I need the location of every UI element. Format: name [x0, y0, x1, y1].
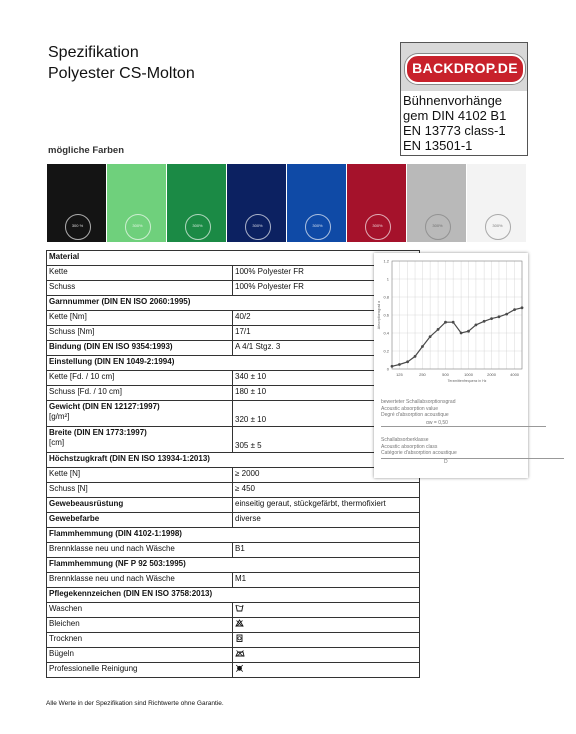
row-label: Kette [N] — [47, 468, 233, 483]
color-swatch — [347, 164, 406, 242]
swatch-badge-label: 300% — [492, 223, 503, 228]
row-value: ≥ 450 — [233, 483, 420, 498]
color-swatch — [407, 164, 466, 242]
row-label: Gewebefarbe — [47, 513, 233, 528]
y-tick-label: 0.8 — [383, 294, 389, 300]
y-tick-label: 0.6 — [383, 312, 389, 318]
gewicht-heading: Gewicht (DIN EN 12127:1997) — [49, 402, 160, 411]
y-tick-label: 0.2 — [383, 348, 389, 354]
absorption-class: D — [381, 458, 564, 466]
title-line-2: Polyester CS-Molton — [48, 65, 195, 82]
legend-line: Acoustic absorption value — [381, 405, 438, 412]
row-value: A 4/1 Stgz. 3 — [233, 341, 420, 356]
swatch-badge-label: 300 % — [71, 223, 84, 228]
color-swatch — [467, 164, 526, 242]
no-dry-clean-icon — [235, 664, 244, 672]
row-value: 17/1 — [233, 326, 420, 341]
data-point — [513, 308, 516, 311]
no-bleach-icon — [235, 619, 244, 627]
row-label: Kette — [47, 266, 233, 281]
breite-unit: [cm] — [49, 438, 65, 447]
x-tick-label: 250 — [419, 372, 426, 377]
document-title — [48, 42, 195, 84]
row-value — [233, 633, 420, 648]
row-value — [233, 603, 420, 618]
no-iron-icon — [235, 649, 245, 657]
section-heading: Einstellung (DIN EN 1049-2:1994) — [47, 356, 420, 371]
row-value: 100% Polyester FR — [233, 281, 420, 296]
row-value — [233, 618, 420, 633]
y-tick-label: 0.4 — [383, 330, 389, 336]
absorption-plot — [374, 253, 528, 393]
x-axis-label: Terzmittenfrequenz in Hz — [447, 379, 487, 383]
row-label: Bindung (DIN EN ISO 9354:1993) — [47, 341, 233, 356]
swatch-badge-label: 300% — [432, 223, 443, 228]
row-value: 40/2 — [233, 311, 420, 326]
brand-logo — [405, 54, 525, 84]
row-label: Gewebeausrüstung — [47, 498, 233, 513]
swatch-badge-label: 300% — [192, 223, 203, 228]
row-label: Schuss [N] — [47, 483, 233, 498]
row-value: B1 — [233, 543, 420, 558]
row-label: Brennklasse neu und nach Wäsche — [47, 543, 233, 558]
row-value: diverse — [233, 513, 420, 528]
norm-item: gem DIN 4102 B1 — [403, 108, 507, 123]
section-heading: Pflegekennzeichen (DIN EN ISO 3758:2013) — [47, 588, 420, 603]
row-value: M1 — [233, 573, 420, 588]
section-heading: Flammhemmung (NF P 92 503:1995) — [47, 558, 420, 573]
series-line — [392, 308, 522, 367]
y-tick-label: 1.2 — [383, 258, 389, 264]
colors-label: mögliche Farben — [48, 145, 125, 156]
legend-line: Acoustic absorption class — [381, 443, 438, 450]
aw-value: αw = 0,50 — [381, 420, 546, 428]
swatch-badge — [305, 214, 331, 240]
y-tick-label: 1 — [386, 276, 389, 282]
chart-legend-absorption-value — [381, 399, 546, 427]
swatch-badge — [125, 214, 151, 240]
row-label: Waschen — [47, 603, 233, 618]
row-value: ≥ 2000 — [233, 468, 420, 483]
data-point — [475, 324, 478, 327]
swatch-badge-label: 300% — [372, 223, 383, 228]
swatch-badge — [185, 214, 211, 240]
row-label: Kette [Fd. / 10 cm] — [47, 371, 233, 386]
footer-disclaimer: Alle Werte in der Spezifikation sind Richtwerte ohne Garantie. — [46, 700, 224, 707]
row-value: 320 ± 10 — [233, 401, 420, 427]
chart-legend-absorption-class — [381, 437, 564, 465]
row-value: 100% Polyester FR — [233, 266, 420, 281]
row-value — [233, 663, 420, 678]
color-swatch — [167, 164, 226, 242]
data-point — [421, 345, 424, 348]
data-point — [483, 320, 486, 323]
swatch-badge — [65, 214, 91, 240]
data-point — [460, 332, 463, 335]
section-heading: Flammhemmung (DIN 4102-1:1998) — [47, 528, 420, 543]
row-value: 305 ± 5 — [233, 427, 420, 453]
data-point — [391, 365, 394, 368]
section-heading: Material — [47, 251, 420, 266]
data-point — [406, 360, 409, 363]
x-tick-label: 2000 — [487, 372, 497, 377]
data-point — [452, 321, 455, 324]
section-heading: Höchstzugkraft (DIN EN ISO 13934-1:2013) — [47, 453, 420, 468]
legend-line: Catégorie d'absorption acoustique — [381, 450, 457, 456]
swatch-badge-label: 300% — [312, 223, 323, 228]
swatch-badge — [245, 214, 271, 240]
data-point — [429, 335, 432, 338]
breite-heading: Breite (DIN EN 1773:1997) — [49, 428, 147, 437]
dryer-icon — [235, 634, 244, 642]
wash-tub-icon — [235, 604, 244, 612]
legend-line: Degré d'absorption acoustique — [381, 412, 449, 418]
row-label: Trocknen — [47, 633, 233, 648]
row-value: 180 ± 10 — [233, 386, 420, 401]
swatch-badge — [365, 214, 391, 240]
color-swatch — [287, 164, 346, 242]
data-point — [444, 321, 447, 324]
color-swatch — [227, 164, 286, 242]
row-label: Schuss [Fd. / 10 cm] — [47, 386, 233, 401]
logo-header — [401, 43, 527, 91]
row-value: 340 ± 10 — [233, 371, 420, 386]
data-point — [521, 306, 524, 309]
swatch-badge — [485, 214, 511, 240]
norm-list — [403, 93, 506, 153]
row-label: Schuss — [47, 281, 233, 296]
data-point — [467, 330, 470, 333]
norm-item: EN 13501-1 — [403, 138, 473, 153]
x-tick-label: 4000 — [510, 372, 520, 377]
row-value: einseitig geraut, stückgefärbt, thermofixiert — [233, 498, 420, 513]
row-label — [47, 427, 233, 453]
norm-item: Bühnenvorhänge — [403, 93, 503, 108]
gewicht-unit: [g/m²] — [49, 412, 70, 421]
row-label: Schuss [Nm] — [47, 326, 233, 341]
absorption-chart — [374, 253, 528, 478]
row-label: Professionelle Reinigung — [47, 663, 233, 678]
x-tick-label: 1000 — [464, 372, 473, 377]
norm-item: EN 13773 class-1 — [403, 123, 506, 138]
data-point — [398, 363, 401, 366]
section-heading: Garnnummer (DIN EN ISO 2060:1995) — [47, 296, 420, 311]
row-label: Kette [Nm] — [47, 311, 233, 326]
swatch-badge-label: 300% — [252, 223, 263, 228]
title-line-1: Spezifikation — [48, 44, 139, 61]
swatch-badge-label: 300% — [132, 223, 143, 228]
data-point — [414, 355, 417, 358]
data-point — [505, 313, 508, 316]
row-label — [47, 401, 233, 427]
brand-name: BACKDROP.DE — [412, 60, 518, 76]
y-tick-label: 0 — [386, 366, 389, 372]
legend-line: bewerteter Schallabsorptionsgrad — [381, 399, 456, 405]
spec-table — [46, 250, 420, 678]
legend-line: Schallabsorberklasse — [381, 437, 429, 443]
color-swatch — [47, 164, 106, 242]
color-swatch — [107, 164, 166, 242]
row-label: Bügeln — [47, 648, 233, 663]
row-label: Brennklasse neu und nach Wäsche — [47, 573, 233, 588]
swatch-badge — [425, 214, 451, 240]
x-tick-label: 125 — [396, 372, 403, 377]
y-axis-label: Absorptionsgrad α — [377, 300, 381, 330]
data-point — [490, 317, 493, 320]
x-tick-label: 500 — [442, 372, 449, 377]
brand-logo-box — [400, 42, 528, 156]
data-point — [437, 328, 440, 331]
data-point — [498, 315, 501, 318]
row-value — [233, 648, 420, 663]
row-label: Bleichen — [47, 618, 233, 633]
